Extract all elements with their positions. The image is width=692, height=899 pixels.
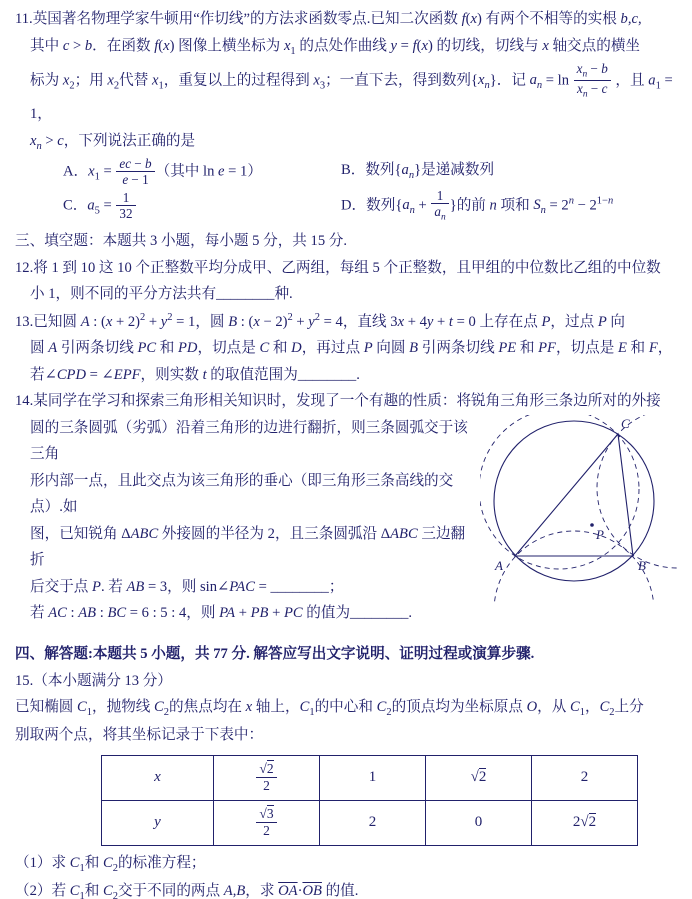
q12-line-2: 小 1，则不同的平分方法共有________种.	[30, 286, 293, 303]
q14-figure	[480, 415, 677, 603]
point-p-dot	[590, 523, 594, 527]
question-11	[15, 6, 678, 224]
q11-options-row-2	[63, 188, 678, 224]
q15-line-1: 15.（本小题满分 13 分）	[15, 672, 172, 689]
q11-option-d: D．数列{$a_n$ + $\frac{1}{a_n}$ }的前 n 项和 $S_n = 2^n - 2^{1-n}$	[341, 187, 614, 223]
vertex-c-label: C	[621, 415, 630, 431]
triangle-abc	[515, 434, 633, 556]
question-15	[15, 668, 678, 899]
q11-options-row-1	[63, 156, 678, 188]
q11-line-2: 其中 c > b．在函数 f(x) 图像上横坐标为 $x_1$ 的点处作曲线 y = f(x) 的切线，切线与 x 轴交点的横坐	[30, 37, 641, 57]
q13-line-1: 13.已知圆 A : $(x + 2)^2 + y^2 = 1$，圆 B : $(x - 2)^2 + y^2 = 4$，直线 3x + 4y + t = 0 上存在点 P，过点 P 向	[15, 311, 625, 330]
q11-option-a: A．$x_1$ = $\frac{ec - b}{e - 1}$ （其中 ln e = 1）	[63, 155, 262, 188]
q15-line-3: 别取两个点，将其坐标记录于下表中：	[15, 727, 264, 744]
vertex-a-label: A	[495, 557, 503, 573]
q11-option-b: B．数列$\{a_n\}$是递减数列	[341, 161, 495, 181]
q15-cell-y-2: 2	[320, 800, 426, 845]
q15-cell-y-header: y	[102, 800, 214, 845]
q14-line-2: 圆的三条圆弧（劣弧）沿着三角形的边进行翻折，则三条圆弧交于该三角	[30, 419, 468, 463]
q15-cell-x-header: x	[102, 755, 214, 800]
q11-line-4: $x_n > c$，下列说法正确的是	[30, 132, 196, 152]
q15-cell-x-4: 2	[532, 755, 638, 800]
q15-cell-x-2: 1	[320, 755, 426, 800]
q15-table	[101, 755, 638, 846]
q11-line-3: 标为 $x_2$；用 $x_2$代替 $x_1$，重复以上的过程得到 $x_3$；一直下去，得到数列$\{x_n\}$．记 $a_n = \ln$ $\frac{x_n - b}{x_n - c}$ ，且 $a_1 = 1$，	[30, 60, 673, 123]
q14-body	[15, 415, 678, 627]
circumcircle	[494, 421, 654, 581]
q14-line-4: 图，已知锐角 ΔABC 外接圆的半径为 2，且三条圆弧沿 ΔABC 三边翻折	[30, 525, 466, 569]
q15-cell-y-4: 2√2	[532, 800, 638, 845]
question-14	[15, 388, 678, 627]
point-p-label: P	[596, 526, 604, 542]
q13-line-3: 若∠CPD = ∠EPF，则实数 t 的取值范围为________.	[30, 366, 360, 383]
reflected-arc-bc	[597, 415, 677, 568]
q15-table-row-x	[102, 755, 638, 800]
q15-line-2: 已知椭圆 $C_1$，抛物线 $C_2$的焦点均在 x 轴上，$C_1$的中心和 $C_2$的顶点均为坐标原点 O，从 $C_1$，$C_2$上分	[15, 699, 644, 719]
section-4-header: 四、解答题:本题共 5 小题，共 77 分. 解答应写出文字说明、证明过程或演算步骤.	[15, 646, 535, 663]
q14-text	[15, 415, 478, 627]
q15-cell-y-3: 0	[426, 800, 532, 845]
q15-cell-x-3: √2	[426, 755, 532, 800]
q15-cell-y-1: $\frac{√3}{2}$	[214, 800, 320, 845]
q15-part-2: （2）若 $C_1$和 $C_2$交于不同的两点 A,B，求 $\overline{OA}\cdot\overline{OB}$ 的值.	[15, 882, 359, 899]
q15-cell-x-1: $\frac{√2}{2}$	[214, 755, 320, 800]
q11-line-1: 11.英国著名物理学家牛顿用“作切线”的方法求函数零点.已知二次函数 f(x) 有两个不相等的实根 b,c,	[15, 11, 642, 27]
q12-line-1: 12.将 1 到 10 这 10 个正整数平均分成甲、乙两组，每组 5 个正整数，且甲组的中位数比乙组的中位数	[15, 259, 661, 276]
q15-table-row-y	[102, 800, 638, 845]
reflected-arc-ab	[494, 531, 654, 603]
q14-line-3: 形内部一点，且此交点为该三角形的垂心（即三角形三条高线的交点）.如	[30, 472, 454, 516]
vertex-b-label: B	[638, 557, 646, 573]
q14-line-5: 后交于点 P. 若 AB = 3，则 sin∠PAC = ________；	[30, 578, 344, 595]
question-12	[15, 255, 678, 308]
q15-part-1: （1）求 $C_1$和 $C_2$的标准方程；	[15, 854, 206, 874]
section-3-header: 三、填空题：本题共 3 小题，每小题 5 分，共 15 分.	[15, 232, 348, 249]
q14-figure-svg	[480, 415, 677, 603]
q14-line-1: 14.某同学在学习和探索三角形相关知识时，发现了一个有趣的性质：将锐角三角形三条边所对的外接	[15, 393, 661, 410]
q14-line-6: 若 AC : AB : BC = 6 : 5 : 4，则 PA + PB + PC 的值为________.	[30, 605, 413, 622]
question-13	[15, 308, 678, 389]
q13-line-2: 圆 A 引两条切线 PC 和 PD，切点是 C 和 D，再过点 P 向圆 B 引两条切线 PE 和 PF，切点是 E 和 F，	[30, 340, 673, 356]
q11-option-c: C．$a_5$ = $\frac{1}{32}$	[63, 190, 341, 222]
